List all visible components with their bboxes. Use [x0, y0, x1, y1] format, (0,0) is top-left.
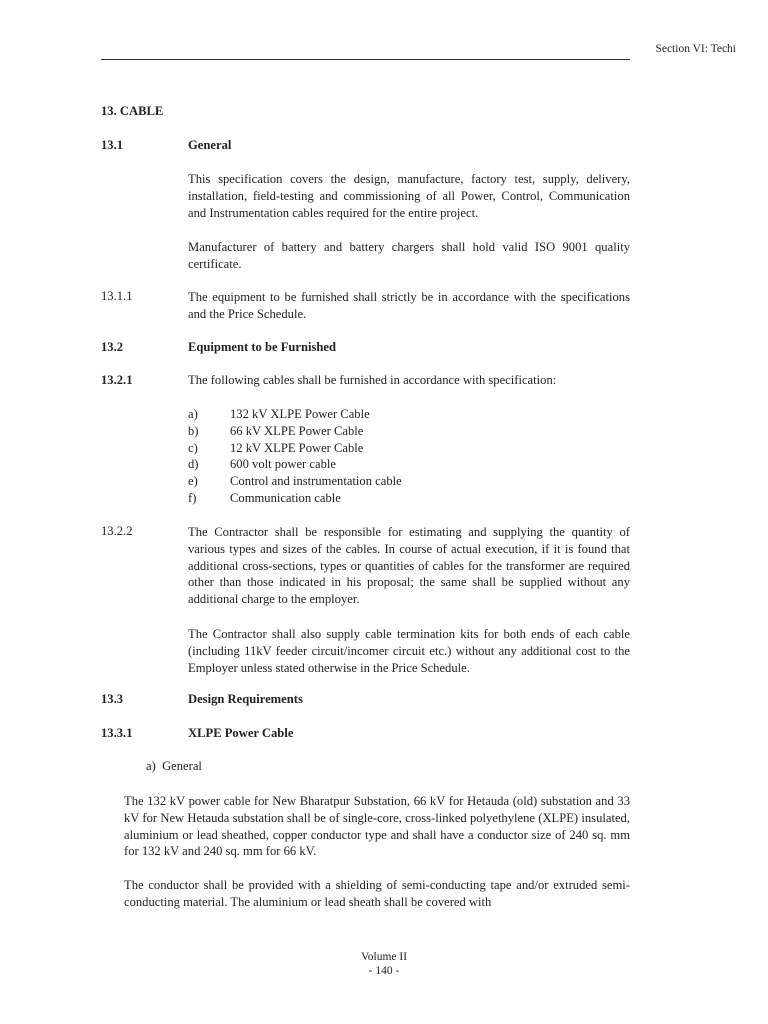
paragraph-13-2-2-quantity: The Contractor shall be responsible for estimating and supplying the quantity of various types and sizes of the cables. In course of actual execution, if it is found that additional cross-sections, types or quantities of cables for the transformer are required other than those indicated in his proposal; the same shall be supplied without any additional charge to the employer. — [188, 525, 630, 607]
list-item-letter: f) — [188, 490, 197, 505]
paragraph-conductor-shielding: The conductor shall be provided with a shielding of semi-conducting tape and/or extruded semi-conducting material. The aluminium or lead sheath shall be covered with — [124, 878, 630, 909]
section-number-13-2-1: 13.2.1 — [101, 373, 133, 387]
list-item-text: Communication cable — [230, 490, 341, 505]
list-item-letter: a) — [188, 407, 198, 421]
paragraph-13-1-scope: This specification covers the design, manufacture, factory test, supply, delivery, installation, field-testing and commissioning of all Power, Control, Communication and Instrumentation cables required for the entire project. — [188, 172, 630, 220]
section-heading-13-3: Design Requirements — [188, 692, 303, 706]
footer-page-number: - 140 - — [368, 965, 400, 977]
header-section-title: Section VI: Techi — [655, 43, 736, 55]
paragraph-13-2-1: The following cables shall be furnished in accordance with specification: — [188, 373, 557, 387]
section-number-13-1-1: 13.1.1 — [101, 289, 133, 303]
cable-list — [188, 406, 402, 507]
section-heading-13-2: Equipment to be Furnished — [188, 340, 337, 354]
list-item — [188, 423, 402, 440]
section-heading-13-3-1: XLPE Power Cable — [188, 726, 294, 740]
list-item-text: 66 kV XLPE Power Cable — [230, 423, 364, 438]
subsection-a-general: a) General — [146, 759, 202, 773]
section-number-13-2-2: 13.2.2 — [101, 524, 133, 538]
paragraph-13-2-2-termination: The Contractor shall also supply cable termination kits for both ends of each cable (including 11kV feeder circuit/incomer circuit etc.) without any additional cost to the Employer unless stated otherwise in the Price Schedule. — [188, 627, 630, 675]
list-item-text: 12 kV XLPE Power Cable — [230, 440, 364, 455]
list-item-letter: e) — [188, 474, 198, 489]
section-number-13-3: 13.3 — [101, 692, 124, 706]
list-item — [188, 406, 402, 423]
list-item-letter: d) — [188, 457, 199, 472]
list-item — [188, 473, 402, 490]
footer-volume: Volume II — [360, 951, 408, 963]
section-number-13-3-1: 13.3.1 — [101, 726, 133, 740]
section-number-13-2: 13.2 — [101, 340, 124, 354]
header-rule — [101, 59, 630, 60]
list-item-text: 600 volt power cable — [230, 457, 336, 472]
paragraph-13-1-1: The equipment to be furnished shall strictly be in accordance with the specifications and the Price Schedule. — [188, 290, 630, 321]
list-item-text: 132 kV XLPE Power Cable — [230, 407, 370, 421]
list-item — [188, 490, 402, 507]
section-number-13-1: 13.1 — [101, 138, 124, 152]
section-heading-13-1: General — [188, 138, 232, 152]
paragraph-xlpe-specs: The 132 kV power cable for New Bharatpur Substation, 66 kV for Hetauda (old) substation and 33 kV for New Hetauda substation shall be of single-core, cross-linked polyethylene (XLPE) insulated, aluminium or lead sheathed, copper conductor type and shall have a conductor size of 240 sq. mm for 132 kV and 240 sq. mm for 66 kV. — [124, 794, 630, 859]
list-item — [188, 440, 402, 457]
list-item-text: Control and instrumentation cable — [230, 474, 402, 489]
paragraph-13-1-iso: Manufacturer of battery and battery chargers shall hold valid ISO 9001 quality certificate. — [188, 240, 630, 271]
list-item — [188, 456, 402, 473]
chapter-title: 13. CABLE — [101, 104, 164, 118]
list-item-letter: b) — [188, 423, 199, 438]
list-item-letter: c) — [188, 440, 198, 455]
